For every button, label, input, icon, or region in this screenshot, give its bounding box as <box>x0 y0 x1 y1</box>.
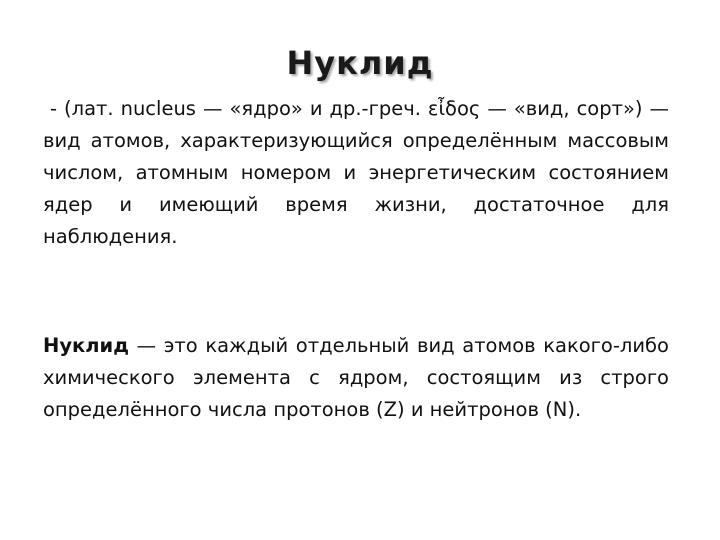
explanation-paragraph <box>43 330 669 426</box>
definition-text: - (лат. nucleus — «ядро» и др.-греч. εἶδος — «вид, сорт») — вид атомов, характеризующийся определённым массовым числом, атомным номером и энергетическим состоянием ядер и имеющий время жизни, достаточное для наблюдения. <box>43 97 670 248</box>
term-bold: Нуклид <box>43 334 129 357</box>
paragraph-indent <box>43 97 50 120</box>
explanation-text: — это каждый отдельный вид атомов какого-либо химического элемента с ядром, состоящим из строго определённого числа протонов (Z) и нейтронов (N). <box>43 334 669 421</box>
slide-title: Нуклид <box>286 44 434 82</box>
definition-paragraph <box>43 93 669 253</box>
